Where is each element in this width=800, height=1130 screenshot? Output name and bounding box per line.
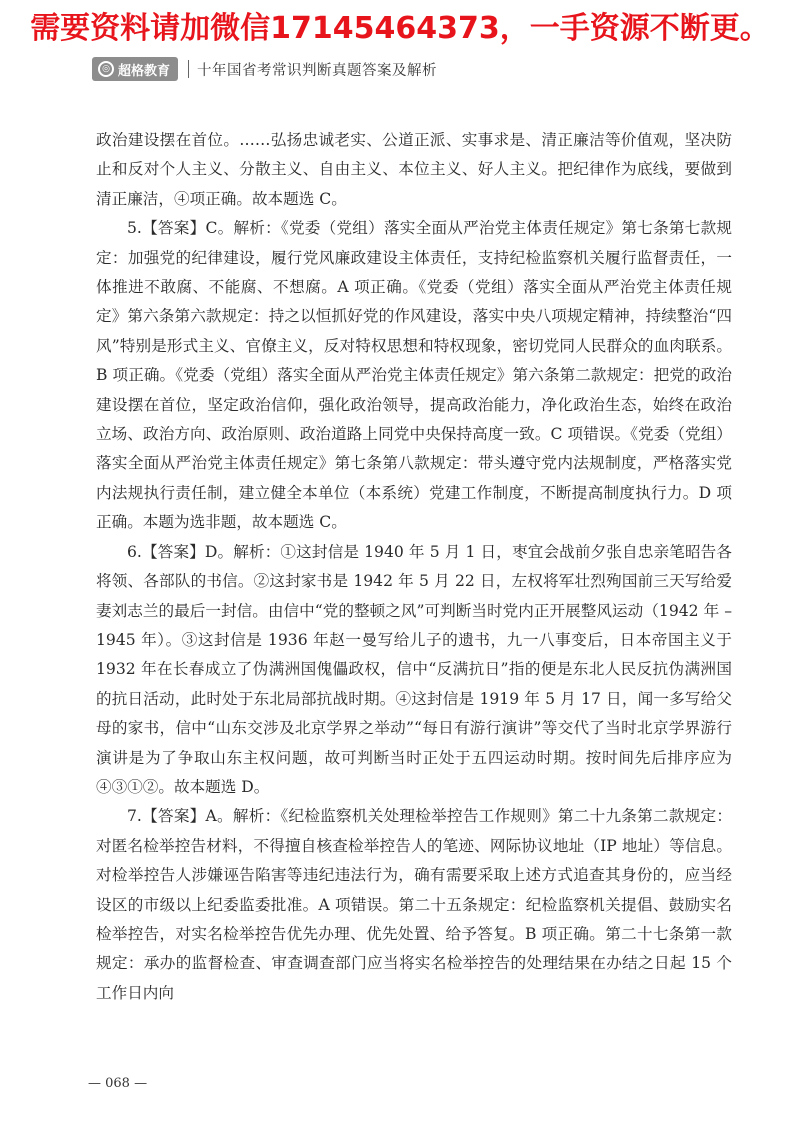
logo-mark-icon: ◎ [98,61,114,77]
paragraph-continuation: 政治建设摆在首位。……弘扬忠诚老实、公道正派、实事求是、清正廉洁等价值观，坚决防止和反对个人主义、分散主义、自由主义、本位主义、好人主义。把纪律作为底线，要做到清正廉洁，④项正确。故本题选 C。 [96,131,732,208]
page-body [96,126,732,1008]
brand-logo [92,57,178,81]
page-header [92,56,437,82]
wechat-banner: 需要资料请加微信17145464373，一手资源不断更。 [30,11,770,46]
book-title: 十年国省考常识判断真题答案及解析 [197,62,438,79]
answer-5-paragraph: 5.【答案】C。解析：《党委（党组）落实全面从严治党主体责任规定》第七条第七款规定：加强党的纪律建设，履行党风廉政建设主体责任，支持纪检监察机关履行监督责任，一体推进不敢腐、不能腐、不想腐。A 项正确。《党委（党组）落实全面从严治党主体责任规定》第六条第六款规定：持之以恒抓好党的作风建设，落实中央八项规定精神，持续整治“四风”特别是形式主义、官僚主义，反对特权思想和特权现象，密切党同人民群众的血肉联系。B 项正确。《党委（党组）落实全面从严治党主体责任规定》第六条第二款规定：把党的政治建设摆在首位，坚定政治信仰，强化政治领导，提高政治能力，净化政治生态，始终在政治立场、政治方向、政治原则、政治道路上同党中央保持高度一致。C 项错误。《党委（党组）落实全面从严治党主体责任规定》第七条第八款规定：带头遵守党内法规制度，严格落实党内法规执行责任制，建立健全本单位（本系统）党建工作制度，不断提高制度执行力。D 项正确。本题为选非题，故本题选 C。 [96,219,732,532]
answer-7-paragraph: 7.【答案】A。解析：《纪检监察机关处理检举控告工作规则》第二十九条第二款规定：对匿名检举控告材料，不得擅自核查检举控告人的笔迹、网际协议地址（IP 地址）等信息。对检举控告人涉嫌诬告陷害等违纪违法行为，确有需要采取上述方式追查其身份的，应当经设区的市级以上纪委监委批准。A 项错误。第二十五条规定：纪检监察机关提倡、鼓励实名检举控告，对实名检举控告优先办理、优先处置、给予答复。B 项正确。第二十七条第一款规定：承办的监督检查、审查调查部门应当将实名检举控告的处理结果在办结之日起 15 个工作日内向 [96,807,732,1002]
answer-6-paragraph: 6.【答案】D。解析：①这封信是 1940 年 5 月 1 日，枣宜会战前夕张自忠亲笔昭告各将领、各部队的书信。②这封家书是 1942 年 5 月 22 日，左权将军壮烈殉国前三天写给爱妻刘志兰的最后一封信。由信中“党的整顿之风”可判断当时党内正开展整风运动（1942 年 –1945 年）。③这封信是 1936 年赵一曼写给儿子的遗书，九一八事变后，日本帝国主义于 1932 年在长春成立了伪满洲国傀儡政权，信中“反满抗日”指的便是东北人民反抗伪满洲国的抗日活动，此时处于东北局部抗战时期。④这封信是 1919 年 5 月 17 日，闻一多写给父母的家书，信中“山东交涉及北京学界之举动”“每日有游行演讲”等交代了当时北京学界游行演讲是为了争取山东主权问题，故可判断当时正处于五四运动时期。按时间先后排序应为④③①②。故本题选 D。 [96,542,732,796]
header-divider [188,60,189,78]
page-number: — 068 — [88,1076,148,1091]
logo-text: 超格教育 [118,63,171,79]
